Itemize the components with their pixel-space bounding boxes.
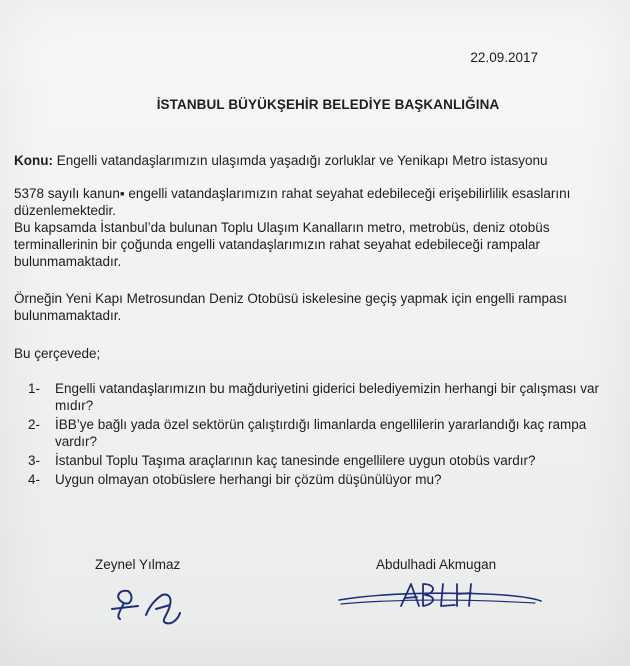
question-text: İBB’ye bağlı yada özel sektörün çalıştırdığı limanlarda engellilerin yararlandığı kaç rampa vardır? (55, 417, 587, 449)
question-text: İstanbul Toplu Taşıma araçlarının kaç tanesinde engellilere uygun otobüs vardır? (55, 453, 536, 468)
signatory-name-1: Zeynel Yılmaz (95, 557, 181, 572)
signatory-name-2: Abdulhadi Akmugan (376, 557, 497, 572)
letter-date: 22.09.2017 (470, 50, 538, 65)
question-number: 3- (28, 453, 41, 468)
subject-line (14, 152, 614, 169)
frame-sentence: Bu çerçevede; (14, 346, 101, 361)
subject-text: Engelli vatandaşlarımızın ulaşımda yaşadığı zorluklar ve Yenikapı Metro istasyonu (52, 153, 548, 168)
question-text: Uygun olmayan otobüslere herhangi bir çözüm düşünülüyor mu? (55, 472, 442, 487)
question-text: Engelli vatandaşlarımızın bu mağduriyetini giderici belediyemizin herhangi bir çalışması var mıdır? (55, 381, 600, 413)
intro-paragraph-2: Bu kapsamda İstanbul’da bulunan Toplu Ulaşım Kanalların metro, metrobüs, deniz otobüs terminallerinin bir çoğunda engelli vatandaşlarımızın rahat seyahat edebileceği rampalar bulunmamaktadır. (14, 220, 550, 269)
list-item (28, 452, 618, 469)
question-number: 1- (28, 381, 41, 396)
signature-abdulhadi-akmugan (335, 578, 545, 614)
questions-list (28, 380, 618, 490)
intro-paragraph-1: 5378 sayılı kanun▪ engelli vatandaşlarımızın rahat seyahat edebileceği erişebilirlilik esaslarını düzenlemektedir. (14, 186, 571, 218)
example-paragraph: Örneğin Yeni Kapı Metrosundan Deniz Otobüsü iskelesine geçiş yapmak için engelli rampası bulunmamaktadır. (14, 291, 568, 323)
signature-zeynel-yilmaz (110, 585, 200, 627)
list-item (28, 380, 618, 414)
subject-label: Konu: (14, 153, 53, 168)
question-number: 4- (28, 472, 41, 487)
question-number: 2- (28, 417, 41, 432)
intro-section (14, 185, 614, 270)
recipient-heading: İSTANBUL BÜYÜKŞEHİR BELEDİYE BAŞKANLIĞINA (156, 97, 500, 112)
list-item (28, 416, 618, 450)
list-item (28, 471, 618, 488)
